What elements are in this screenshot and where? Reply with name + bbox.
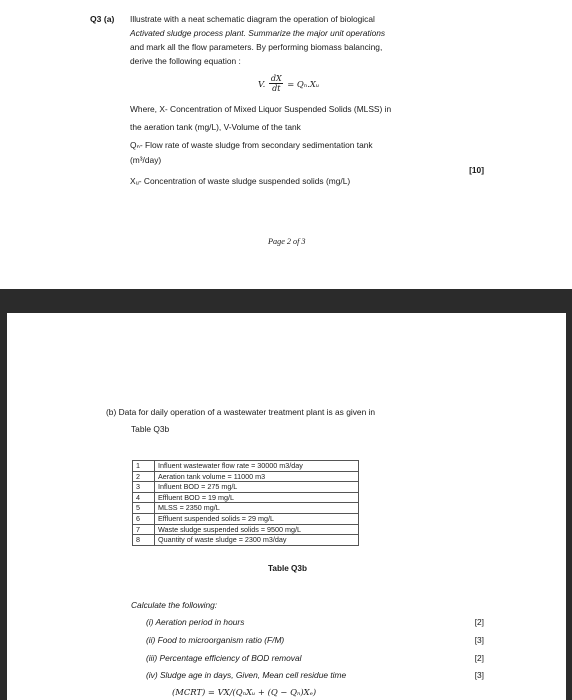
calc-item-3: (iii) Percentage efficiency of BOD removal	[146, 653, 302, 663]
page-edge-right	[566, 313, 572, 700]
calc-item-4: (iv) Sludge age in days, Given, Mean cell residue time	[146, 670, 347, 680]
mcrt-formula: (MCRT) = VX/(QₙXᵤ + (Q − Qₙ)Xₑ)	[172, 687, 317, 697]
row-number: 6	[133, 513, 155, 524]
row-number: 3	[133, 482, 155, 493]
table-row	[133, 471, 359, 482]
q3b-table-ref: Table Q3b	[131, 424, 170, 434]
row-number: 5	[133, 503, 155, 514]
row-number: 8	[133, 535, 155, 546]
where-line-5: Xᵤ- Concentration of waste sludge suspended solids (mg/L)	[130, 176, 351, 186]
equation-volume: V.	[258, 78, 266, 89]
marks-q3a: [10]	[469, 165, 484, 175]
row-number: 1	[133, 461, 155, 472]
where-line-1: Where, X- Concentration of Mixed Liquor Suspended Solids (MLSS) in	[130, 104, 392, 114]
page-edge-left	[0, 313, 7, 700]
table-row	[133, 524, 359, 535]
equation-denominator: dt	[272, 84, 281, 93]
page-separator	[0, 289, 572, 313]
marks-item-1: [2]	[474, 617, 484, 627]
row-value: Effluent BOD = 19 mg/L	[155, 492, 359, 503]
equation-numerator: dX	[270, 74, 282, 83]
q3a-line-1: Illustrate with a neat schematic diagram the operation of biological	[130, 14, 375, 24]
row-value: MLSS = 2350 mg/L	[155, 503, 359, 514]
row-value: Influent BOD = 275 mg/L	[155, 482, 359, 493]
table-row	[133, 461, 359, 472]
row-number: 7	[133, 524, 155, 535]
calc-item-1: (i) Aeration period in hours	[146, 617, 245, 627]
table-row	[133, 482, 359, 493]
where-line-2: the aeration tank (mg/L), V-Volume of the tank	[130, 122, 301, 132]
calc-item-2: (ii) Food to microorganism ratio (F/M)	[146, 635, 285, 645]
question-label: Q3 (a)	[90, 14, 115, 24]
table-row	[133, 503, 359, 514]
row-value: Waste sludge suspended solids = 9500 mg/L	[155, 524, 359, 535]
marks-item-3: [2]	[474, 653, 484, 663]
q3a-line-2: Activated sludge process plant. Summarize the major unit operations	[130, 28, 386, 38]
table-row	[133, 535, 359, 546]
biomass-equation	[258, 74, 319, 93]
table-caption: Table Q3b	[268, 564, 307, 573]
q3a-line-4: derive the following equation :	[130, 56, 241, 66]
marks-item-4: [3]	[474, 670, 484, 680]
calc-heading: Calculate the following:	[131, 600, 218, 610]
data-table	[132, 460, 359, 546]
q3a-line-3: and mark all the flow parameters. By performing biomass balancing,	[130, 42, 383, 52]
row-number: 2	[133, 471, 155, 482]
equation-fraction	[269, 74, 283, 93]
q3b-intro: (b) Data for daily operation of a wastewater treatment plant is as given in	[106, 407, 376, 417]
row-value: Aeration tank volume = 11000 m3	[155, 471, 359, 482]
marks-item-2: [3]	[474, 635, 484, 645]
row-value: Effluent suspended solids = 29 mg/L	[155, 513, 359, 524]
equation-rhs: = Qₙ.Xᵤ	[287, 78, 320, 89]
where-line-3: Qₙ- Flow rate of waste sludge from secondary sedimentation tank	[130, 140, 373, 150]
row-value: Influent wastewater flow rate = 30000 m3/day	[155, 461, 359, 472]
table-row	[133, 492, 359, 503]
row-number: 4	[133, 492, 155, 503]
page-number: Page 2 of 3	[268, 237, 306, 246]
table-row	[133, 513, 359, 524]
where-line-4: (m³/day)	[130, 155, 162, 165]
row-value: Quantity of waste sludge = 2300 m3/day	[155, 535, 359, 546]
